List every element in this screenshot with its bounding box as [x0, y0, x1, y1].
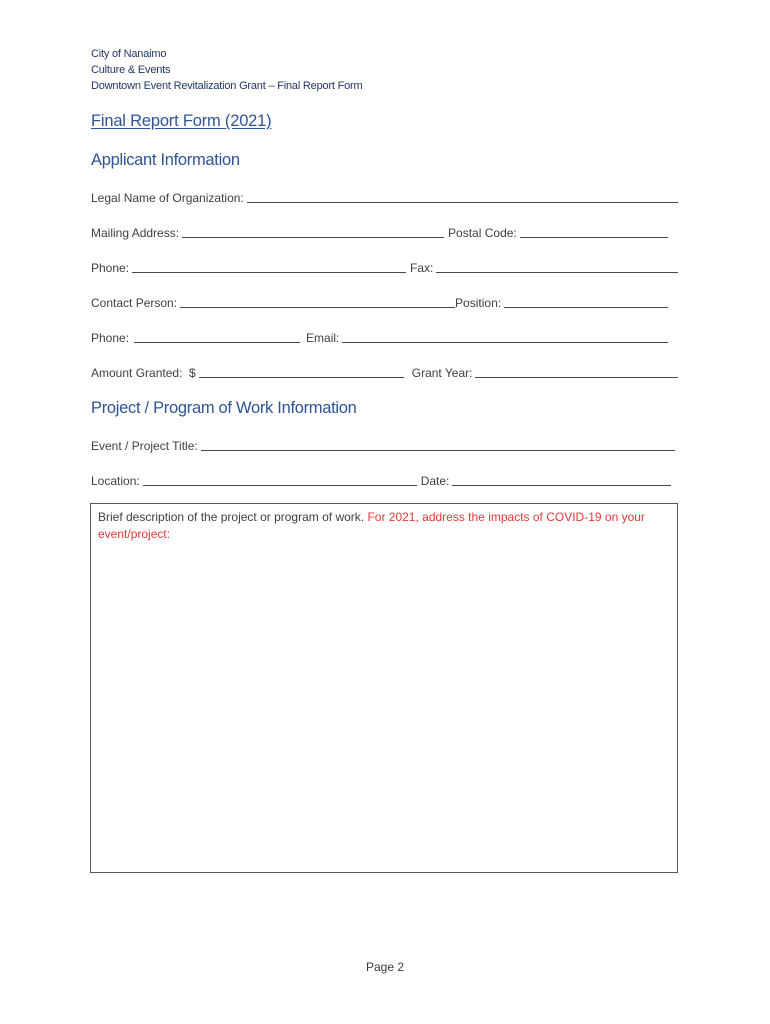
phone-field[interactable]: [132, 259, 406, 273]
location-date-row: [91, 470, 678, 488]
postal-code-label: Postal Code:: [448, 226, 517, 240]
event-title-label: Event / Project Title:: [91, 439, 198, 453]
header-department: Culture & Events: [91, 64, 171, 76]
position-label: Position:: [455, 296, 502, 310]
position-field[interactable]: [504, 294, 668, 308]
location-label: Location:: [91, 474, 140, 488]
page-number: Page 2: [365, 960, 405, 974]
form-title: Final Report Form (2021): [91, 112, 272, 130]
email-field[interactable]: [342, 329, 668, 343]
mailing-address-label: Mailing Address:: [91, 226, 180, 240]
fax-label: Fax:: [410, 261, 434, 275]
legal-name-field[interactable]: [247, 189, 678, 203]
contact-position-row: [91, 292, 678, 310]
mailing-address-row: [91, 222, 678, 240]
grant-year-label: Grant Year:: [411, 366, 473, 380]
mailing-address-field[interactable]: [182, 224, 444, 238]
phone-fax-row: [91, 257, 678, 275]
phone2-field[interactable]: [134, 329, 300, 343]
postal-code-field[interactable]: [520, 224, 668, 238]
event-title-field[interactable]: [201, 437, 675, 451]
amount-granted-field[interactable]: [199, 364, 404, 378]
contact-person-label: Contact Person:: [91, 296, 178, 310]
event-title-row: [91, 435, 678, 453]
date-label: Date:: [420, 474, 450, 488]
email-label: Email:: [306, 331, 340, 345]
contact-person-field[interactable]: [180, 294, 455, 308]
grant-year-field[interactable]: [475, 364, 678, 378]
amount-grant-year-row: [91, 362, 678, 380]
phone2-label: Phone:: [91, 331, 130, 345]
location-field[interactable]: [143, 472, 417, 486]
description-box[interactable]: [90, 503, 678, 873]
applicant-section-heading: Applicant Information: [91, 151, 240, 169]
legal-name-label: Legal Name of Organization:: [91, 191, 244, 205]
legal-name-row: [91, 187, 678, 205]
fax-field[interactable]: [436, 259, 678, 273]
description-covid-note: For 2021, address the impacts of COVID-19 on your event/project:: [98, 510, 645, 541]
description-prompt: Brief description of the project or program of work.: [98, 510, 368, 524]
phone-label: Phone:: [91, 261, 130, 275]
amount-granted-label: Amount Granted: $: [91, 366, 196, 380]
date-field[interactable]: [452, 472, 671, 486]
header-form-name: Downtown Event Revitalization Grant – Final Report Form: [91, 80, 363, 92]
header-organization: City of Nanaimo: [91, 48, 167, 60]
project-section-heading: Project / Program of Work Information: [91, 399, 357, 417]
phone-email-row: [91, 327, 678, 345]
